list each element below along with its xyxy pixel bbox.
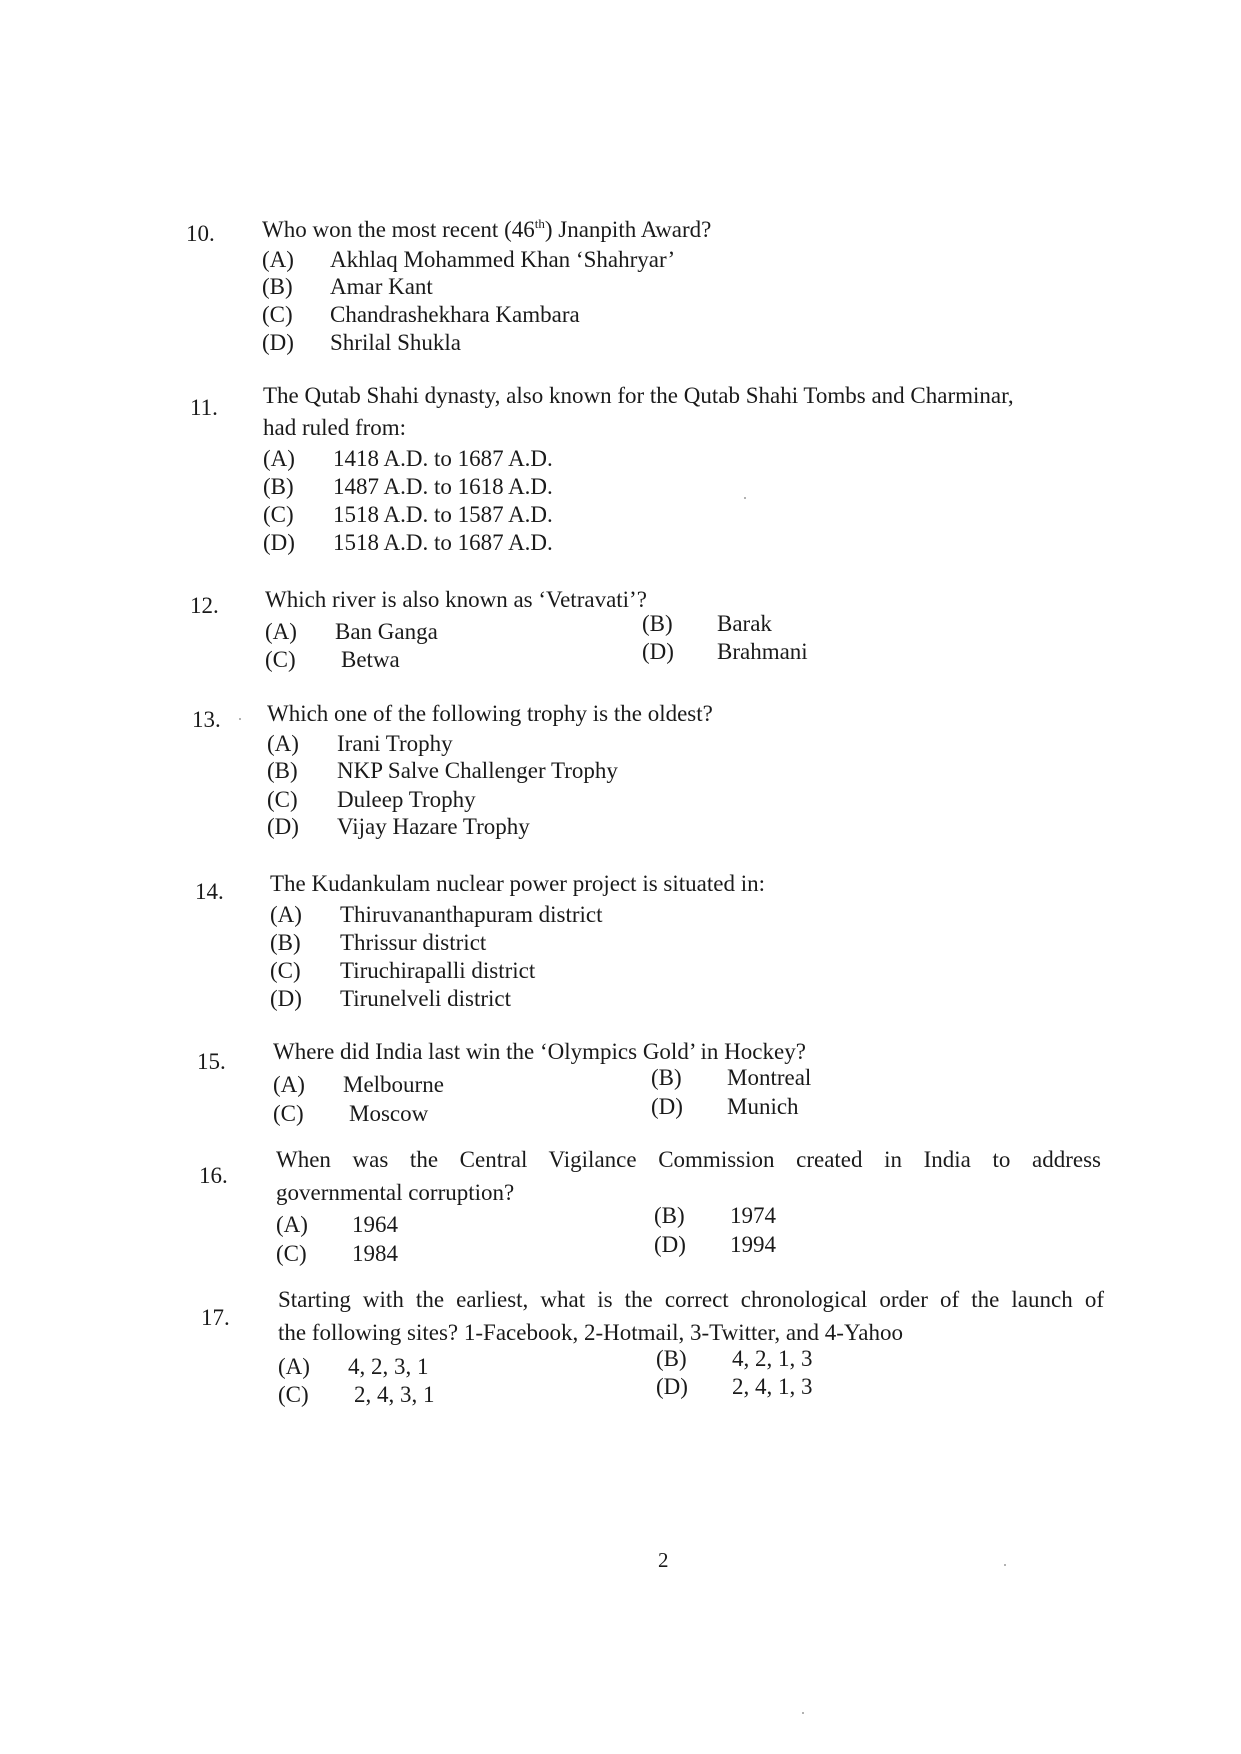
question-number: 17. <box>201 1305 230 1330</box>
option-label: (B) <box>262 274 293 299</box>
option-c <box>265 647 400 672</box>
option-label: (C) <box>265 647 296 672</box>
option-label: (B) <box>267 758 298 783</box>
option-text: 1418 A.D. to 1687 A.D. <box>333 446 553 471</box>
option-label: (D) <box>262 330 294 355</box>
question-number: 12. <box>190 593 219 618</box>
option-label: (D) <box>263 530 295 555</box>
question-text: Who won the most recent (46th) Jnanpith Award? <box>262 216 712 242</box>
option-c <box>273 1101 429 1126</box>
option-text: 1984 <box>352 1241 398 1266</box>
option-label: (C) <box>262 302 293 327</box>
option-text: Chandrashekhara Kambara <box>330 302 580 327</box>
option-text: Irani Trophy <box>337 731 453 756</box>
option-label: (C) <box>263 502 294 527</box>
option-c <box>278 1382 435 1407</box>
option-a <box>263 446 553 471</box>
option-a <box>270 902 603 927</box>
option-text: 1518 A.D. to 1587 A.D. <box>333 502 553 527</box>
option-d <box>270 986 512 1011</box>
option-b <box>651 1065 812 1090</box>
option-label: (B) <box>656 1346 687 1371</box>
option-text: Brahmani <box>717 639 808 664</box>
option-a <box>278 1354 429 1379</box>
question-text: Starting with the earliest, what is the correct chronological order of the launch of <box>278 1287 1104 1312</box>
option-label: (A) <box>273 1072 305 1097</box>
option-text: Melbourne <box>343 1072 444 1097</box>
option-label: (A) <box>276 1212 308 1237</box>
question-text: The Kudankulam nuclear power project is situated in: <box>270 871 765 896</box>
option-d <box>656 1374 813 1399</box>
option-text: 1518 A.D. to 1687 A.D. <box>333 530 553 555</box>
option-text: 1974 <box>730 1203 776 1228</box>
option-c <box>267 787 476 812</box>
option-text: 4, 2, 1, 3 <box>732 1346 813 1371</box>
option-label: (A) <box>270 902 302 927</box>
question-text: Which river is also known as ‘Vetravati’? <box>265 587 647 612</box>
option-b <box>262 274 433 299</box>
option-d <box>262 330 461 355</box>
option-a <box>276 1212 398 1237</box>
option-label: (D) <box>642 639 674 664</box>
option-text: Duleep Trophy <box>337 787 476 812</box>
option-text: 2, 4, 1, 3 <box>732 1374 813 1399</box>
question-text-continued: governmental corruption? <box>276 1180 515 1205</box>
option-d <box>654 1232 776 1257</box>
option-d <box>267 814 530 839</box>
option-text: 4, 2, 3, 1 <box>348 1354 429 1379</box>
option-text: 2, 4, 3, 1 <box>354 1382 435 1407</box>
option-b <box>642 611 772 636</box>
option-c <box>262 302 580 327</box>
option-label: (C) <box>278 1382 309 1407</box>
option-label: (C) <box>273 1101 304 1126</box>
scan-speck <box>802 1712 804 1714</box>
option-label: (D) <box>270 986 302 1011</box>
option-d <box>642 639 808 664</box>
option-a <box>262 247 676 272</box>
option-label: (B) <box>263 474 294 499</box>
option-label: (A) <box>263 446 295 471</box>
option-text: Betwa <box>341 647 400 672</box>
option-text: Akhlaq Mohammed Khan ‘Shahryar’ <box>330 247 676 272</box>
question-number: 10. <box>186 221 215 246</box>
option-c <box>263 502 553 527</box>
option-c <box>276 1241 398 1266</box>
option-text: Barak <box>717 611 772 636</box>
option-label: (C) <box>270 958 301 983</box>
question-text: The Qutab Shahi dynasty, also known for the Qutab Shahi Tombs and Charminar, <box>263 383 1014 408</box>
option-text: NKP Salve Challenger Trophy <box>337 758 618 783</box>
option-label: (A) <box>278 1354 310 1379</box>
option-label: (D) <box>654 1232 686 1257</box>
page-number: 2 <box>658 1548 669 1572</box>
question-number: 16. <box>199 1163 228 1188</box>
option-text: Tiruchirapalli district <box>340 958 536 983</box>
option-text: 1964 <box>352 1212 398 1237</box>
option-label: (B) <box>270 930 301 955</box>
option-a <box>273 1072 444 1097</box>
option-label: (D) <box>267 814 299 839</box>
option-text: Shrilal Shukla <box>330 330 461 355</box>
option-label: (B) <box>642 611 673 636</box>
option-label: (C) <box>276 1241 307 1266</box>
option-label: (D) <box>656 1374 688 1399</box>
question-text-continued: had ruled from: <box>263 415 407 440</box>
option-text: Amar Kant <box>330 274 433 299</box>
question-text: When was the Central Vigilance Commission created in India to address <box>276 1147 1101 1172</box>
option-label: (C) <box>267 787 298 812</box>
option-d <box>651 1094 799 1119</box>
question-number: 14. <box>195 879 224 904</box>
option-text: 1487 A.D. to 1618 A.D. <box>333 474 553 499</box>
option-label: (B) <box>651 1065 682 1090</box>
option-text: Vijay Hazare Trophy <box>337 814 530 839</box>
option-d <box>263 530 553 555</box>
question-text-continued: the following sites? 1-Facebook, 2-Hotmail, 3-Twitter, and 4-Yahoo <box>278 1320 903 1345</box>
question-number: 11. <box>190 395 218 420</box>
option-label: (A) <box>265 619 297 644</box>
option-label: (A) <box>267 731 299 756</box>
option-text: Ban Ganga <box>335 619 438 644</box>
option-a <box>265 619 438 644</box>
option-text: 1994 <box>730 1232 776 1257</box>
option-b <box>656 1346 813 1371</box>
scan-speck <box>239 718 241 720</box>
option-a <box>267 731 453 756</box>
option-b <box>267 758 618 783</box>
scan-speck <box>744 497 746 499</box>
option-c <box>270 958 536 983</box>
question-text: Where did India last win the ‘Olympics Gold’ in Hockey? <box>273 1039 806 1064</box>
question-number: 15. <box>197 1049 226 1074</box>
option-label: (D) <box>651 1094 683 1119</box>
option-label: (B) <box>654 1203 685 1228</box>
option-text: Munich <box>727 1094 799 1119</box>
option-text: Thiruvananthapuram district <box>340 902 603 927</box>
question-text: Which one of the following trophy is the oldest? <box>267 701 713 726</box>
option-text: Tirunelveli district <box>340 986 512 1011</box>
option-text: Moscow <box>349 1101 429 1126</box>
option-b <box>654 1203 776 1228</box>
option-text: Montreal <box>727 1065 812 1090</box>
option-b <box>263 474 553 499</box>
option-b <box>270 930 487 955</box>
option-text: Thrissur district <box>340 930 487 955</box>
option-label: (A) <box>262 247 294 272</box>
scan-speck <box>1004 1564 1006 1566</box>
question-number: 13. <box>192 707 221 732</box>
